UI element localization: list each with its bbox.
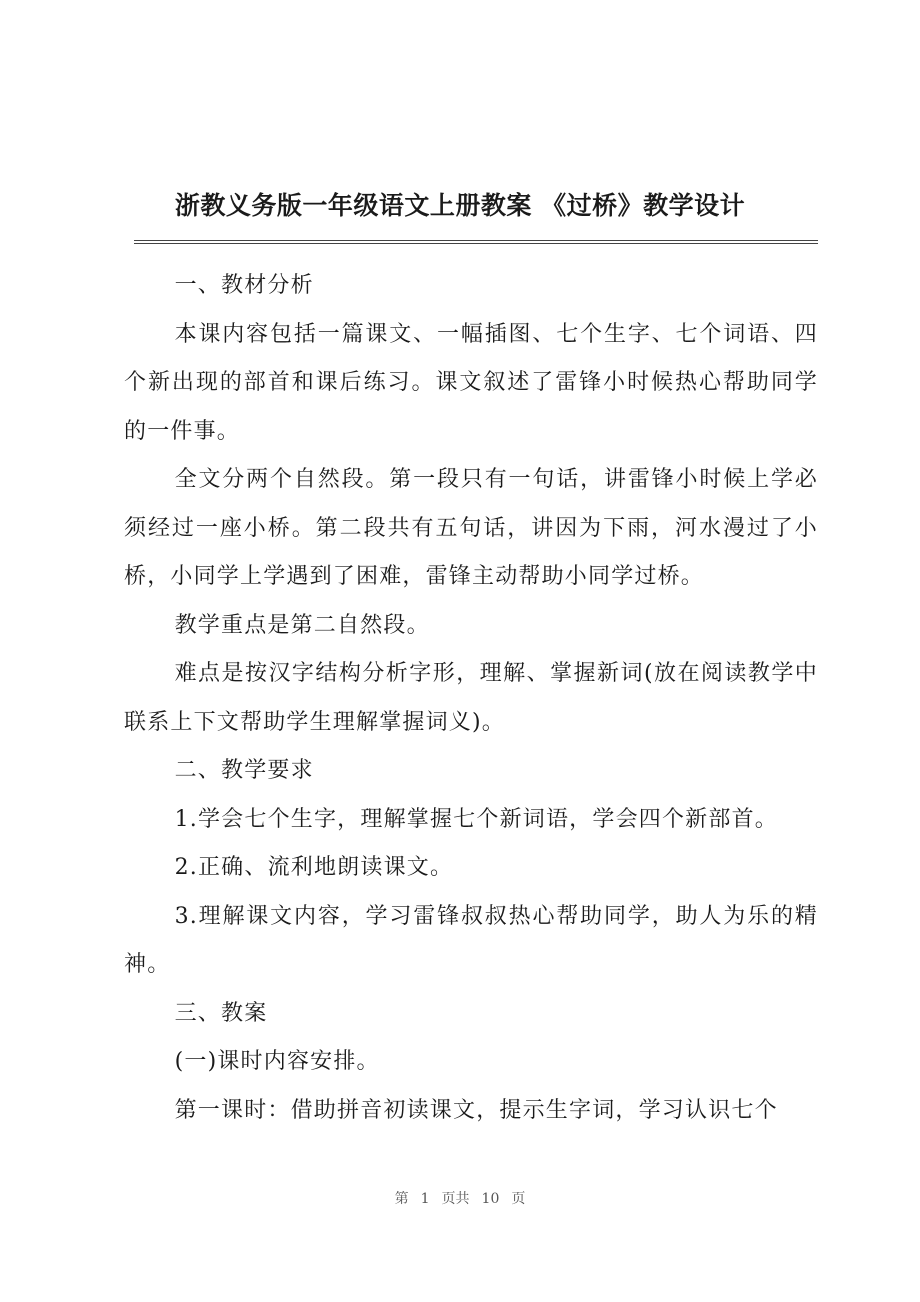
paragraph-difficulty: 难点是按汉字结构分析字形，理解、掌握新词(放在阅读教学中联系上下文帮助学生理解掌握词义)。	[124, 661, 818, 735]
footer-page-number: 1	[420, 1191, 430, 1207]
document-title: 浙教义务版一年级语文上册教案 《过桥》教学设计	[174, 191, 746, 220]
requirement-item-2: 2.正确、流利地朗读课文。	[174, 855, 454, 880]
section-heading-requirements: 二、教学要求	[174, 758, 314, 783]
section-heading-lesson-plan: 三、教案	[174, 1000, 268, 1026]
document-body	[124, 262, 818, 1135]
footer-label-ye: 页	[511, 1191, 526, 1207]
section-heading-analysis: 一、教材分析	[174, 273, 314, 298]
footer-label-ye-gong: 页共	[441, 1191, 470, 1207]
paragraph-first-period: 第一课时：借助拼音初读课文，提示生字词，学习认识七个	[174, 1097, 778, 1123]
subsection-heading-schedule: (一)课时内容安排。	[174, 1049, 380, 1074]
paragraph-text-structure: 全文分两个自然段。第一段只有一句话，讲雷锋小时候上学必须经过一座小桥。第二段共有五句话，讲因为下雨，河水漫过了小桥，小同学上学遇到了困难，雷锋主动帮助小同学过桥。	[124, 467, 818, 589]
requirement-item-1: 1.学会七个生字，理解掌握七个新词语，学会四个新部首。	[174, 806, 778, 832]
paragraph-key-point: 教学重点是第二自然段。	[174, 612, 430, 638]
title-double-rule	[134, 240, 818, 244]
page-footer	[0, 1188, 920, 1208]
requirement-item-3: 3.理解课文内容，学习雷锋叔叔热心帮助同学，助人为乐的精神。	[124, 903, 818, 977]
footer-label-di: 第	[394, 1191, 409, 1207]
paragraph-content-overview: 本课内容包括一篇课文、一幅插图、七个生字、七个词语、四个新出现的部首和课后练习。课文叙述了雷锋小时候热心帮助同学的一件事。	[124, 321, 818, 444]
footer-total-pages: 10	[481, 1191, 500, 1207]
